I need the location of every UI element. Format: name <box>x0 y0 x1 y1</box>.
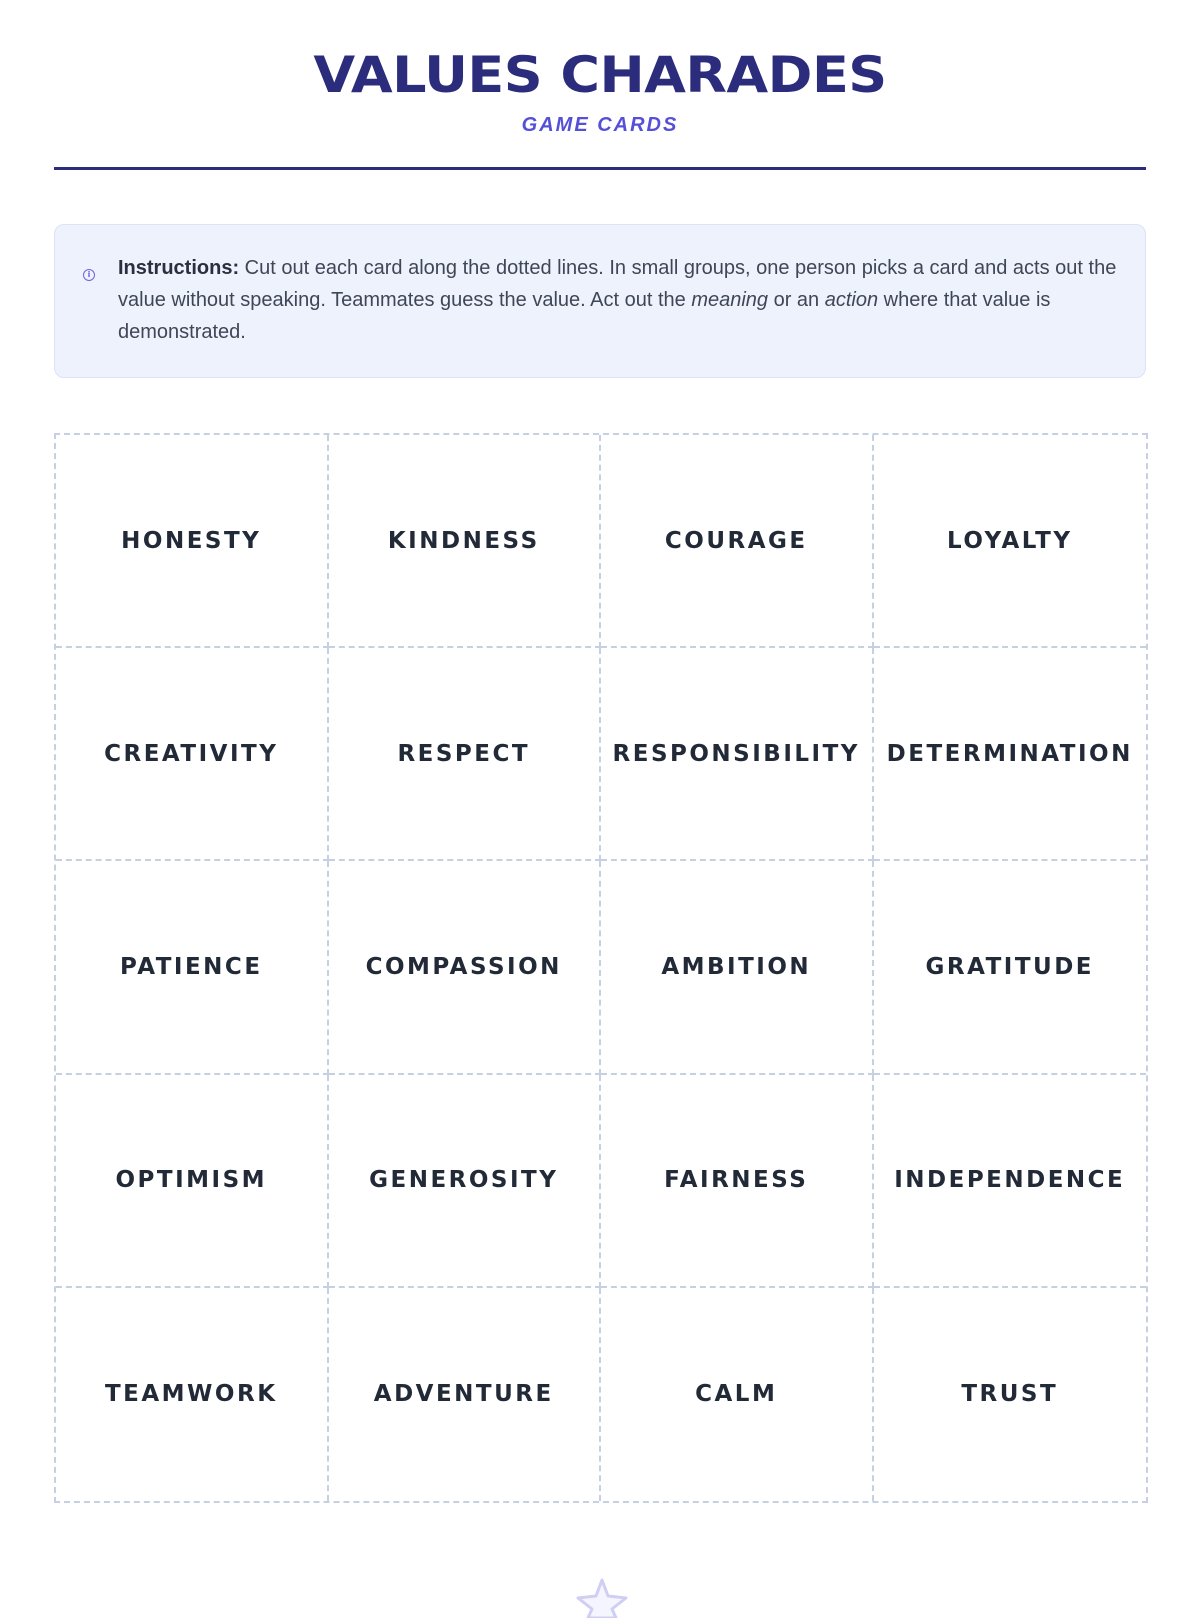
star-icon <box>574 1578 630 1618</box>
card-label: CALM <box>695 1381 778 1408</box>
card-label: PATIENCE <box>119 953 263 980</box>
card-label: COMPASSION <box>365 953 562 980</box>
card-label: ADVENTURE <box>373 1381 554 1408</box>
header <box>54 0 1146 170</box>
card <box>601 861 874 1074</box>
instructions-text-part-2: or an <box>768 289 825 311</box>
card-label: OPTIMISM <box>115 1167 268 1194</box>
card <box>56 648 329 861</box>
instructions-text-part-3: where that value is demonstrated. <box>118 289 1051 343</box>
instructions-emphasis-meaning: meaning <box>691 289 769 311</box>
instructions-text <box>118 252 1118 348</box>
card-label: COURAGE <box>664 527 808 554</box>
card <box>874 648 1147 861</box>
card-label: TRUST <box>961 1381 1059 1408</box>
card <box>874 1288 1147 1501</box>
card-label: KINDNESS <box>387 527 540 554</box>
card <box>601 648 874 861</box>
card <box>329 435 602 648</box>
card-label: FAIRNESS <box>664 1167 809 1194</box>
card <box>874 435 1147 648</box>
instructions-emphasis-action: action <box>824 289 879 311</box>
card <box>56 1288 329 1501</box>
card-label: CREATIVITY <box>104 740 279 767</box>
info-icon: i <box>83 269 95 281</box>
card <box>874 861 1147 1074</box>
card-label: HONESTY <box>121 527 262 554</box>
card <box>56 861 329 1074</box>
card <box>329 648 602 861</box>
card <box>601 1075 874 1288</box>
card <box>601 1288 874 1501</box>
card-label: DETERMINATION <box>886 740 1133 767</box>
card <box>56 1075 329 1288</box>
instructions-box <box>54 224 1146 378</box>
card-grid <box>54 433 1148 1503</box>
card-label: INDEPENDENCE <box>894 1167 1126 1194</box>
instructions-label: Instructions: <box>118 257 240 279</box>
instructions-text-part-1: Cut out each card along the dotted lines. In small groups, one person picks a card and acts out the value without speaking. Teammates guess the value. Act out the <box>118 257 1117 311</box>
page-subtitle: GAME CARDS <box>521 114 679 136</box>
card <box>56 435 329 648</box>
card <box>601 435 874 648</box>
card-label: RESPECT <box>397 740 531 767</box>
page-title: VALUES CHARADES <box>313 46 887 104</box>
card-label: LOYALTY <box>946 527 1073 554</box>
card-label: AMBITION <box>661 953 812 980</box>
card-label: GENEROSITY <box>369 1167 559 1194</box>
card <box>874 1075 1147 1288</box>
card <box>329 1075 602 1288</box>
card <box>329 861 602 1074</box>
card-label: RESPONSIBILITY <box>612 740 860 767</box>
card <box>329 1288 602 1501</box>
card-label: TEAMWORK <box>104 1381 278 1408</box>
card-label: GRATITUDE <box>925 953 1095 980</box>
